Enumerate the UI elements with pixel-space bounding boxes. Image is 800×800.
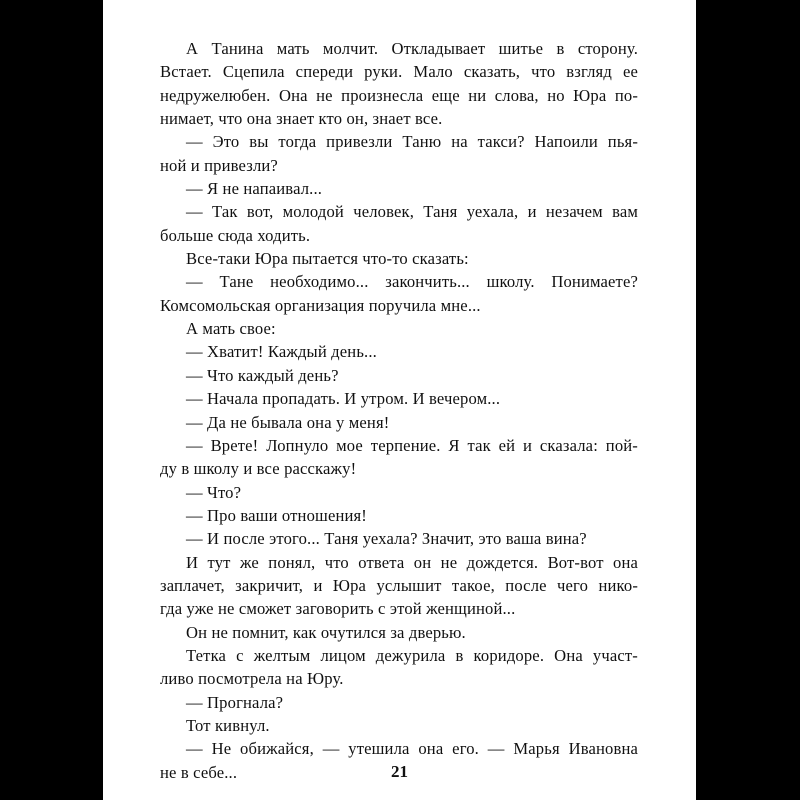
text-line: ду в школу и все расскажу!	[160, 459, 357, 479]
text-line: не в себе...	[160, 762, 238, 782]
text-line: А Танина мать молчит. Откладывает шитье в сторону.	[186, 39, 638, 58]
text-line: нимает, что она знает кто он, знает все.	[160, 109, 443, 129]
text-line: Встает. Сцепила спереди руки. Мало сказать, что взгляд ее	[160, 62, 638, 82]
text-line: — Хватит! Каждый день...	[186, 342, 377, 362]
text-line: — И после этого... Таня уехала? Значит, это ваша вина?	[186, 529, 587, 549]
page-number: 21	[391, 762, 408, 781]
text-line: — Начала пропадать. И утром. И вечером...	[186, 389, 501, 409]
text-line: недружелюбен. Она не произнесла еще ни слова, но Юра по-	[160, 85, 638, 105]
text-line: Тот кивнул.	[186, 715, 270, 735]
book-page	[103, 0, 696, 800]
text-line: Все-таки Юра пытается что-то сказать:	[186, 249, 469, 269]
text-line: А мать свое:	[186, 319, 276, 339]
text-line: — Не обижайся, — утешила она его. — Марья Ивановна	[186, 739, 638, 759]
right-black-margin	[696, 0, 800, 800]
text-line: И тут же понял, что ответа он не дождется. Вот-вот она	[186, 552, 638, 572]
text-line: ливо посмотрела на Юру.	[160, 669, 344, 689]
text-line: — Это вы тогда привезли Таню на такси? Напоили пья-	[186, 132, 638, 152]
text-line: Комсомольская организация поручила мне...	[160, 295, 481, 315]
text-line: — Да не бывала она у меня!	[186, 412, 390, 432]
text-line: Тетка с желтым лицом дежурила в коридоре. Она участ-	[186, 645, 638, 665]
text-line: — Прогнала?	[186, 692, 284, 712]
text-line: Он не помнит, как очутился за дверью.	[186, 622, 466, 642]
text-line: заплачет, закричит, и Юра услышит такое, после чего нико-	[160, 575, 638, 595]
text-line: — Тане необходимо... закончить... школу. Понимаете?	[186, 272, 638, 292]
text-line: — Так вот, молодой человек, Таня уехала, и незачем вам	[186, 202, 638, 222]
text-line: — Про ваши отношения!	[186, 505, 367, 525]
text-line: гда уже не сможет заговорить с этой женщиной...	[160, 599, 516, 619]
text-line: больше сюда ходить.	[160, 225, 311, 245]
text-line: — Врете! Лопнуло мое терпение. Я так ей и сказала: пой-	[186, 435, 638, 455]
text-line: — Что каждый день?	[186, 365, 339, 385]
text-line: — Что?	[186, 482, 242, 502]
body-text	[160, 37, 638, 784]
left-black-margin	[0, 0, 103, 800]
text-line: — Я не напаивал...	[186, 179, 323, 199]
text-line: ной и привезли?	[160, 155, 278, 175]
